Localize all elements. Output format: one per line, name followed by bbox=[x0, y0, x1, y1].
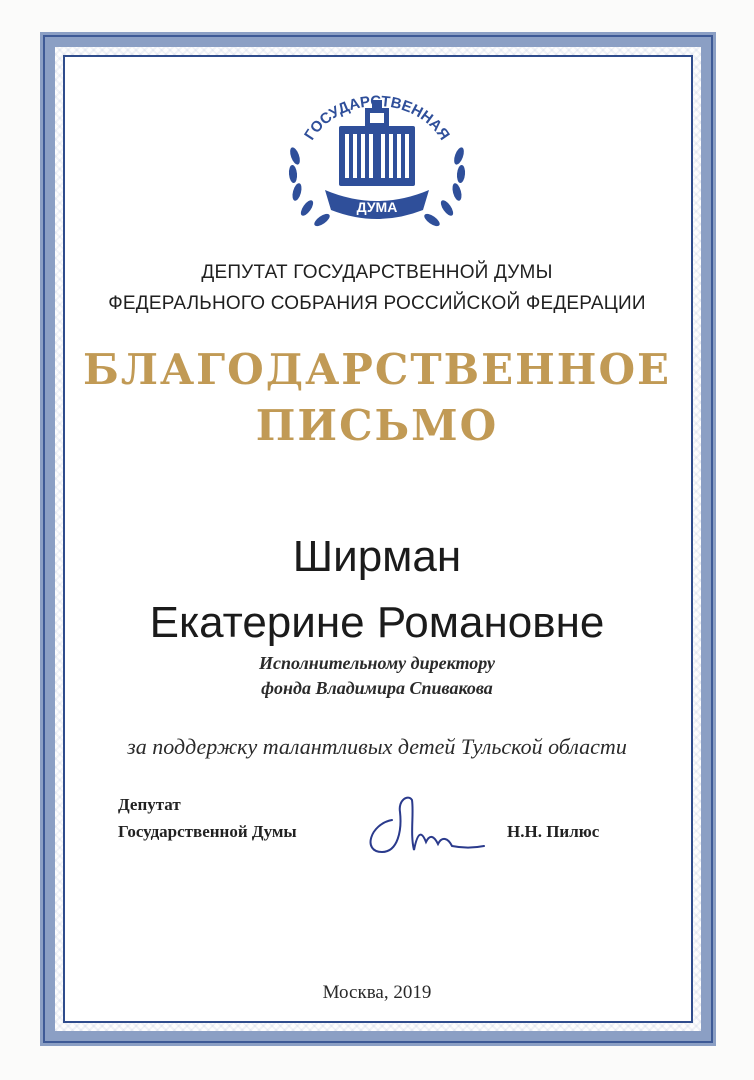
document-title-line-1: БЛАГОДАРСТВЕННОЕ bbox=[82, 345, 672, 394]
award-reason: за поддержку талантливых детей Тульской области bbox=[127, 734, 627, 759]
recipient-given-names: Екатерине Романовне bbox=[149, 598, 605, 647]
signatory-title-line-1: Депутат bbox=[118, 795, 181, 814]
emblem-top-text: ГОСУДАРСТВЕННАЯ bbox=[301, 92, 453, 144]
signatory-title-line-2: Государственной Думы bbox=[118, 822, 297, 841]
signatory-name: Н.Н. Пилюс bbox=[507, 822, 600, 841]
recipient-role-line-1: Исполнительному директору bbox=[258, 653, 496, 673]
document-title-line-2: ПИСЬМО bbox=[255, 401, 499, 450]
issuer-line-2: ФЕДЕРАЛЬНОГО СОБРАНИЯ РОССИЙСКОЙ ФЕДЕРАЦИИ bbox=[108, 293, 646, 314]
recipient-surname: Ширман bbox=[292, 532, 462, 581]
recipient-role-line-2: фонда Владимира Спивакова bbox=[261, 678, 493, 698]
emblem-bottom-text: ДУМА bbox=[356, 199, 398, 215]
place-and-date: Москва, 2019 bbox=[322, 982, 432, 1003]
handwritten-signature bbox=[352, 790, 492, 862]
issuer-line-1: ДЕПУТАТ ГОСУДАРСТВЕННОЙ ДУМЫ bbox=[201, 262, 553, 283]
state-duma-emblem bbox=[277, 86, 477, 236]
